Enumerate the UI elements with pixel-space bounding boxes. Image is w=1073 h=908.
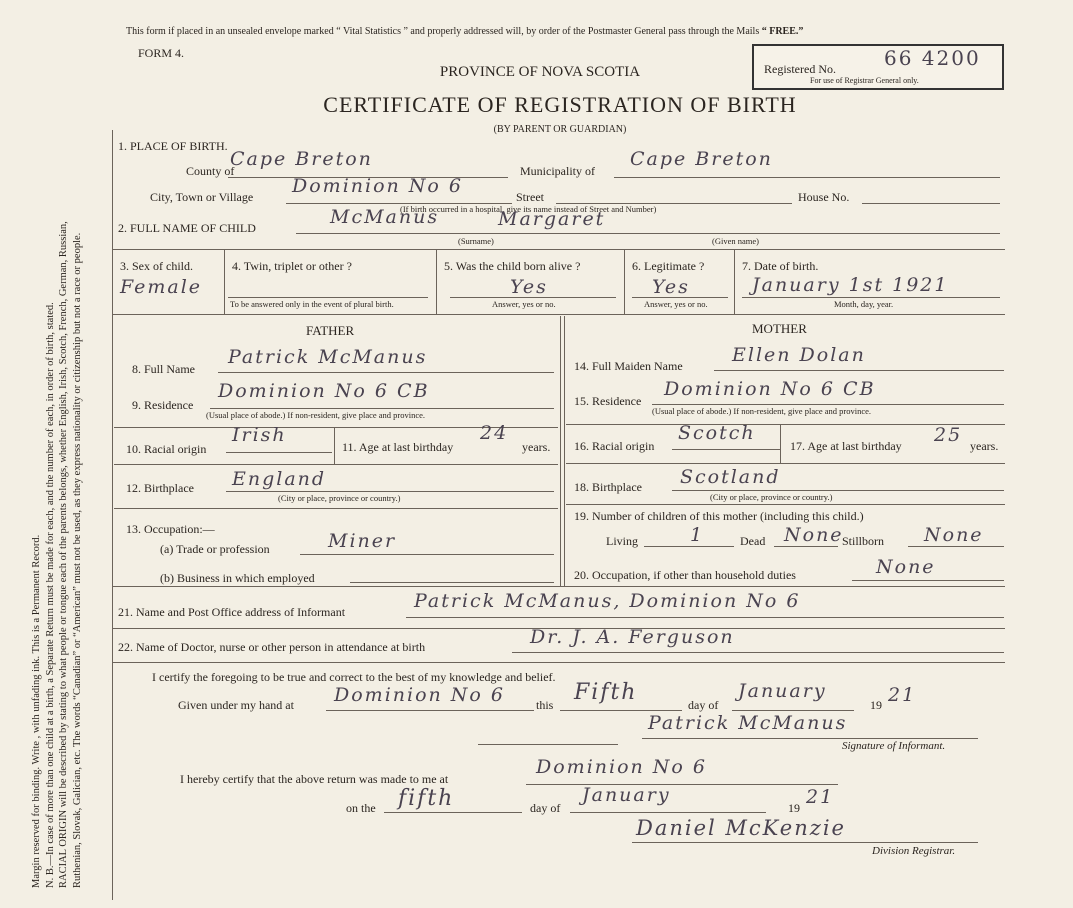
father-racial-label: 10. Racial origin <box>126 442 207 456</box>
doctor-rule <box>112 662 1005 663</box>
registrar-place-value: Dominion No 6 <box>536 756 707 778</box>
mother-racial-label: 16. Racial origin <box>574 439 655 453</box>
registrar-use-note: For use of Registrar General only. <box>810 76 919 85</box>
alive-label: 5. Was the child born alive ? <box>444 259 581 273</box>
surname-caption: (Surname) <box>458 236 494 246</box>
legit-caption: Answer, yes or no. <box>644 299 708 309</box>
father-residence-caption: (Usual place of abode.) If non-resident, give place and province. <box>206 410 426 420</box>
mother-name-label: 14. Full Maiden Name <box>574 359 683 373</box>
informant-signature-caption: Signature of Informant. <box>842 740 946 752</box>
mother-rule-2 <box>566 463 1005 464</box>
alive-caption: Answer, yes or no. <box>492 299 556 309</box>
municipality-value: Cape Breton <box>630 148 773 170</box>
date-caption: Month, day, year. <box>834 299 894 309</box>
alive-value: Yes <box>510 276 548 298</box>
twin-line <box>228 297 428 298</box>
mother-residence-line <box>652 404 1004 405</box>
side-note-2: N. B.—In case of more than one child at a birth, a Separate Return must be made for each, and the number of each, in order of birth, stated. <box>44 302 56 888</box>
alive-line <box>450 297 616 298</box>
father-trade-label: (a) Trade or profession <box>160 542 270 556</box>
postal-notice-text: This form if placed in an unsealed envelope marked “ Vital Statistics ” and properly addressed will, by order of the Postmaster General pass through the Mails <box>126 26 760 37</box>
house-line <box>862 203 1000 204</box>
mother-residence-label: 15. Residence <box>574 394 642 408</box>
row-rule-top <box>112 249 1005 250</box>
father-birthplace-value: England <box>232 468 327 490</box>
sex-label: 3. Sex of child. <box>120 259 193 273</box>
given-place-value: Dominion No 6 <box>334 684 505 706</box>
father-residence-value: Dominion No 6 CB <box>218 380 430 402</box>
mother-name-value: Ellen Dolan <box>732 344 866 366</box>
mother-birthplace-label: 18. Birthplace <box>574 480 642 494</box>
informant-signature-line <box>642 738 978 739</box>
row-divider-3 <box>624 250 625 314</box>
mother-age-divider <box>780 425 781 463</box>
row-divider-4 <box>734 250 735 314</box>
mother-occupation-value: None <box>876 556 936 578</box>
given-place-line <box>326 710 534 711</box>
county-label: County of <box>186 164 235 178</box>
father-age-years: years. <box>522 440 551 454</box>
certify-text: I certify the foregoing to be true and correct to the best of my knowledge and belief. <box>152 670 556 684</box>
child-given-name: Margaret <box>498 208 606 230</box>
child-name-line <box>296 233 1000 234</box>
given-day-line <box>560 710 682 711</box>
sex-value: Female <box>120 276 203 298</box>
given-this-label: this <box>536 698 554 712</box>
mother-residence-value: Dominion No 6 CB <box>664 378 876 400</box>
given-caption: (Given name) <box>712 236 759 246</box>
father-residence-line <box>210 408 554 409</box>
father-age-label: 11. Age at last birthday <box>342 440 454 454</box>
registrar-day-of-label: day of <box>530 801 561 815</box>
page-title: CERTIFICATE OF REGISTRATION OF BIRTH <box>323 92 797 117</box>
parents-divider-b <box>564 316 565 586</box>
doctor-line <box>512 652 1004 653</box>
mother-residence-caption: (Usual place of abode.) If non-resident, give place and province. <box>652 406 872 416</box>
mother-name-line <box>714 370 1004 371</box>
margin-rule <box>112 130 113 900</box>
date-line <box>742 297 1000 298</box>
hospital-note: (If birth occurred in a hospital, give its name instead of Street and Number) <box>400 204 657 214</box>
father-occupation-label: 13. Occupation:— <box>126 522 215 536</box>
parents-divider-a <box>560 316 561 586</box>
parents-rule-bottom <box>112 586 1005 587</box>
side-note-3: RACIAL ORIGIN will be described by stating to what people or tongue each of the parents belongs, whether English, Irish, Scotch, French, German, Russian, <box>58 221 69 888</box>
given-year-prefix: 19 <box>870 698 882 712</box>
mother-racial-line <box>672 449 780 450</box>
mother-racial-value: Scotch <box>678 422 756 444</box>
given-day-of-label: day of <box>688 698 719 712</box>
city-value: Dominion No 6 <box>292 175 463 197</box>
registrar-caption: Division Registrar. <box>872 845 956 857</box>
given-year-value: 21 <box>888 684 917 706</box>
side-note-4: Ruthenian, Slovak, Galician, etc. The words “Canadian” or “American” must not be used, as they express nationality or citizenship but not a race or people. <box>71 232 83 888</box>
registered-label: Registered No. <box>764 62 836 76</box>
date-label: 7. Date of birth. <box>742 259 819 273</box>
mother-living-value: 1 <box>690 524 705 546</box>
father-racial-line <box>226 452 332 453</box>
form-number: FORM 4. <box>138 46 185 60</box>
mother-occupation-label: 20. Occupation, if other than household duties <box>574 568 796 582</box>
mother-dead-label: Dead <box>740 534 766 548</box>
mother-age-value: 25 <box>934 424 963 446</box>
father-name-label: 8. Full Name <box>132 362 195 376</box>
postal-notice-free: “ FREE.” <box>761 26 804 37</box>
registrar-day-line <box>384 812 522 813</box>
registrar-place-line <box>526 784 838 785</box>
father-business-label: (b) Business in which employed <box>160 571 315 585</box>
mother-stillborn-value: None <box>924 524 984 546</box>
father-rule-2 <box>114 464 558 465</box>
registrar-month-line <box>570 812 766 813</box>
given-month-value: January <box>738 680 827 702</box>
separator-rule <box>478 744 618 745</box>
mother-age-label: 17. Age at last birthday <box>790 439 902 453</box>
mother-living-label: Living <box>606 534 638 548</box>
doctor-value: Dr. J. A. Ferguson <box>530 626 735 648</box>
registrar-certify-text: I hereby certify that the above return was made to me at <box>180 772 449 786</box>
informant-label: 21. Name and Post Office address of Informant <box>118 605 346 619</box>
father-rule-3 <box>114 508 558 509</box>
registrar-year-prefix: 19 <box>788 801 800 815</box>
father-racial-value: Irish <box>232 424 287 446</box>
mother-stillborn-label: Stillborn <box>842 534 885 548</box>
mother-children-label: 19. Number of children of this mother (including this child.) <box>574 509 864 523</box>
place-heading: 1. PLACE OF BIRTH. <box>118 139 228 153</box>
mother-dead-value: None <box>784 524 844 546</box>
legit-label: 6. Legitimate ? <box>632 259 705 273</box>
father-trade-value: Miner <box>328 530 397 552</box>
mother-birthplace-value: Scotland <box>680 466 781 488</box>
father-age-value: 24 <box>480 422 509 444</box>
city-label: City, Town or Village <box>150 190 254 204</box>
page-subtitle: (BY PARENT OR GUARDIAN) <box>493 124 627 135</box>
row-rule-bottom <box>112 314 1005 315</box>
registrar-signature: Daniel McKenzie <box>636 816 846 840</box>
father-birthplace-caption: (City or place, province or country.) <box>278 493 401 503</box>
registered-number: 66 4200 <box>884 46 981 70</box>
given-label: Given under my hand at <box>178 698 294 712</box>
mother-age-years: years. <box>970 439 999 453</box>
doctor-label: 22. Name of Doctor, nurse or other person in attendance at birth <box>118 640 426 654</box>
street-label: Street <box>516 190 544 204</box>
house-label: House No. <box>798 190 850 204</box>
father-heading: FATHER <box>306 323 355 338</box>
row-divider-2 <box>436 250 437 314</box>
given-month-line <box>732 710 854 711</box>
informant-value: Patrick McManus, Dominion No 6 <box>414 590 801 612</box>
legit-line <box>632 297 728 298</box>
municipality-label: Municipality of <box>520 164 595 178</box>
father-birthplace-label: 12. Birthplace <box>126 481 194 495</box>
postal-notice <box>126 26 803 37</box>
side-note-1: Margin reserved for binding. Write , with unfading ink. This is a Permanent Record. <box>31 534 42 888</box>
father-business-line <box>350 582 554 583</box>
side-notes <box>30 28 110 888</box>
given-day-value: Fifth <box>574 680 638 705</box>
twin-note: To be answered only in the event of plural birth. <box>230 299 394 309</box>
mother-dead-line <box>774 546 838 547</box>
registrar-on-the-label: on the <box>346 801 376 815</box>
registrar-day-value: fifth <box>398 786 455 811</box>
mother-birthplace-line <box>672 490 1004 491</box>
mother-stillborn-line <box>908 546 1004 547</box>
mother-occupation-line <box>852 580 1004 581</box>
father-name-line <box>218 372 554 373</box>
municipality-line <box>614 177 1000 178</box>
mother-birthplace-caption: (City or place, province or country.) <box>710 492 833 502</box>
informant-line <box>406 617 1004 618</box>
registrar-month-value: January <box>582 784 671 806</box>
province-heading: PROVINCE OF NOVA SCOTIA <box>439 64 641 80</box>
father-birthplace-line <box>226 491 554 492</box>
date-value: January 1st 1921 <box>752 274 949 296</box>
father-name-value: Patrick McManus <box>228 346 428 368</box>
registrar-signature-line <box>632 842 978 843</box>
mother-rule-3 <box>566 504 1005 505</box>
father-age-divider <box>334 428 335 464</box>
mother-living-line <box>644 546 734 547</box>
father-residence-label: 9. Residence <box>132 398 194 412</box>
twin-label: 4. Twin, triplet or other ? <box>232 259 352 273</box>
registrar-year-value: 21 <box>806 786 835 808</box>
registered-number-box <box>752 44 1004 90</box>
informant-signature: Patrick McManus <box>648 712 848 734</box>
child-name-label: 2. FULL NAME OF CHILD <box>118 221 256 235</box>
child-surname: McManus <box>330 206 440 228</box>
row-divider-1 <box>224 250 225 314</box>
mother-heading: MOTHER <box>752 321 807 336</box>
father-trade-line <box>300 554 554 555</box>
legit-value: Yes <box>652 276 690 298</box>
county-value: Cape Breton <box>230 148 373 170</box>
